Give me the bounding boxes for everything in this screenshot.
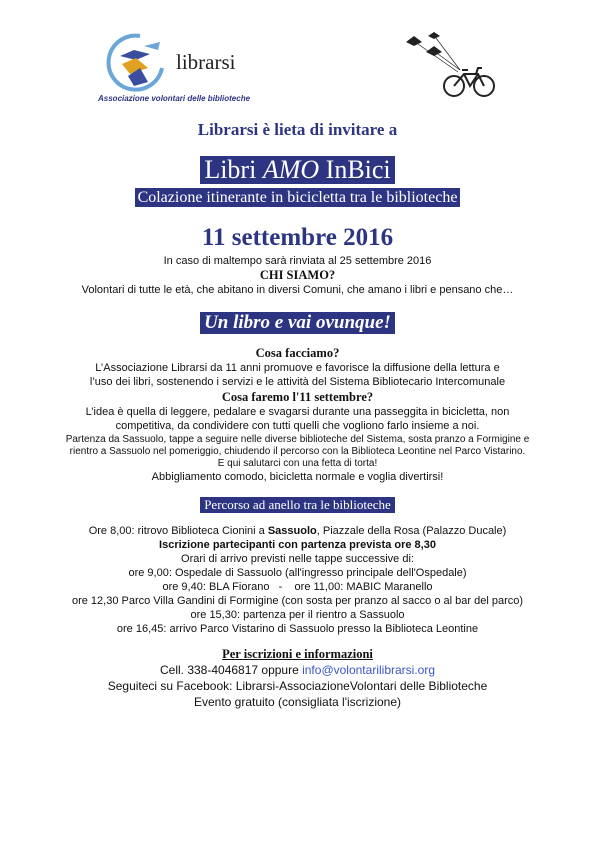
route-line-4: ore 9,00: Ospedale di Sassuolo (all'ingresso principale dell'Ospedale) [128,567,467,579]
what-line-1: L’Associazione Librarsi da 11 anni promuove e favorisce la diffusione della lettura e [95,362,500,374]
plan-line-2: competitiva, da condividere con tutti quelli che vogliono farlo insieme a noi. [115,420,480,432]
contact-heading: Per iscrizioni e informazioni [222,647,373,661]
librarsi-logo [96,28,256,108]
plan-small-line-1: Partenza da Sassuolo, tappe a seguire nelle diverse biblioteche del Sistema, sosta pranzo a Formigine e [65,434,530,445]
invite-line: Librarsi è lieta di invitare a [197,120,398,139]
event-date: 11 settembre 2016 [201,224,394,251]
route-line-1-post: , Piazzale della Rosa (Palazzo Ducale) [316,525,507,537]
motto-wrap [0,312,595,334]
route-line-8: ore 16,45: arrivo Parco Vistarino di Sassuolo presso la Biblioteca Leontine [116,623,479,635]
route-line-3: Orari di arrivo previsti nelle tappe successive di: [181,553,414,565]
route-line-1-pre: Ore 8,00: ritrovo Biblioteca Cionini a [88,525,268,537]
plan-heading: Cosa faremo l'11 settembre? [221,390,374,404]
contact-phone-line [0,663,595,677]
contact-facebook: Seguiteci su Facebook: Librarsi-AssociazioneVolontari delle Biblioteche [107,679,488,693]
route-line-7: ore 15,30: partenza per il rientro a Sassuolo [190,609,405,621]
motto: Un libro e vai ovunque! [200,312,395,334]
plan-small-line-3: E qui salutarci con una fetta di torta! [217,458,378,469]
rain-date: In caso di maltempo sarà rinviata al 25 settembre 2016 [163,255,432,267]
route-heading-wrap [0,496,595,514]
plan-closing: Abbigliamento comodo, bicicletta normale e voglia divertirsi! [151,471,444,483]
event-subtitle-wrap [0,188,595,207]
route-heading: Percorso ad anello tra le biblioteche [200,497,395,513]
what-line-2: l’uso dei libri, sostenendo i servizi e le attività del Sistema Bibliotecario Intercomunale [89,376,506,388]
logo-name: librarsi [176,50,236,74]
route-line-1 [0,525,595,538]
librarsi-logo-icon [100,28,170,98]
plan-small-line-2: rientro a Sassuolo nel pomeriggio, chiudendo il percorso con la Biblioteca Leontine nel Parco Vistarino. [69,446,526,457]
event-title-part-1: Libri [204,155,263,184]
contact-email-link[interactable]: info@volontarilibrarsi.org [302,663,435,677]
route-line-2: Iscrizione partecipanti con partenza prevista ore 8,30 [159,539,436,551]
who-text: Volontari di tutte le età, che abitano in diversi Comuni, che amano i libri e pensano che… [81,284,514,296]
plan-line-1: L’idea è quella di leggere, pedalare e svagarsi durante una passeggita in bicicletta, non [85,406,510,418]
event-title-part-2: InBici [319,155,391,184]
route-line-6: ore 12,30 Parco Villa Gandini di Formigine (con sosta per pranzo al sacco o al bar del parco) [71,595,524,607]
route-line-5: ore 9,40: BLA Fiorano - ore 11,00: MABIC Maranello [162,581,433,593]
route-line-1-town: Sassuolo [267,525,317,537]
event-subtitle: Colazione itinerante in bicicletta tra le biblioteche [135,188,461,207]
event-title-wrap [0,156,595,184]
flying-books-bicycle-icon [398,30,498,100]
event-title-part-amo: AMO [262,155,320,184]
who-heading: CHI SIAMO? [259,268,336,282]
logo-subtitle: Associazione volontari delle biblioteche [98,94,251,103]
contact-phone: Cell. 338-4046817 oppure [159,663,303,677]
contact-free: Evento gratuito (consigliata l'iscrizione) [193,695,402,709]
what-heading: Cosa facciamo? [255,346,340,360]
event-title [200,156,394,184]
